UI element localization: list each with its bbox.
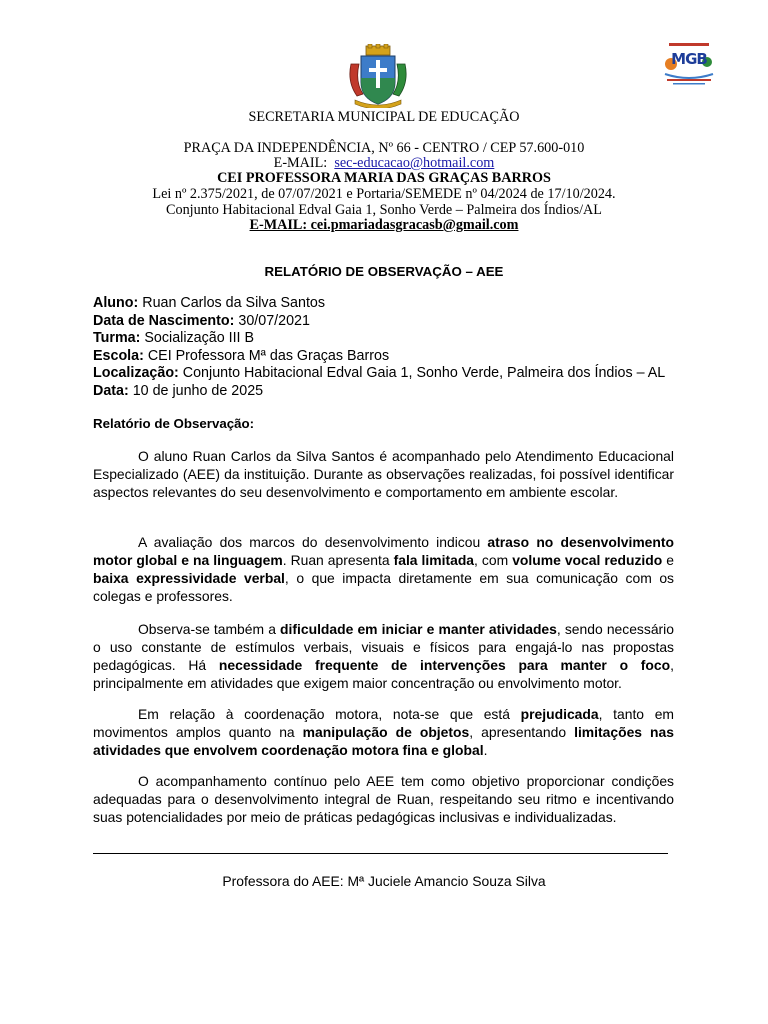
section-title: Relatório de Observação: xyxy=(93,416,255,431)
header-school-address: Conjunto Habitacional Edval Gaia 1, Sonho Verde – Palmeira dos Índios/AL xyxy=(166,202,602,218)
header-school-name: CEI PROFESSORA MARIA DAS GRAÇAS BARROS xyxy=(217,170,551,186)
paragraph-text-run: e xyxy=(662,552,674,568)
info-value: CEI Professora Mª das Graças Barros xyxy=(143,347,390,364)
paragraph-bold-run: dificuldade em iniciar e manter atividades xyxy=(280,621,557,637)
school-logo-text: MGB xyxy=(671,50,707,68)
info-label: Escola: xyxy=(93,347,144,364)
report-title: RELATÓRIO DE OBSERVAÇÃO – AEE xyxy=(264,264,504,279)
signature-line xyxy=(93,853,668,854)
info-value: 30/07/2021 xyxy=(234,312,310,329)
header-school-email-text[interactable]: E-MAIL: cei.pmariadasgracasb@gmail.com xyxy=(249,217,519,233)
header-school-email[interactable] xyxy=(0,217,768,233)
paragraph-text-run: , com xyxy=(474,552,513,568)
report-paragraph xyxy=(93,447,674,501)
info-label: Localização: xyxy=(93,365,179,382)
header-secretaria: SECRETARIA MUNICIPAL DE EDUCAÇÃO xyxy=(248,109,520,125)
paragraph-text-run: . Ruan apresenta xyxy=(282,552,394,568)
paragraph-bold-run: limitações nas atividades que envolvem coordenação motora fina e global xyxy=(93,724,674,758)
paragraph-bold-run: fala limitada xyxy=(393,552,475,568)
report-paragraph xyxy=(93,705,674,759)
info-row-aluno xyxy=(93,295,693,313)
info-row-turma xyxy=(93,330,693,348)
paragraph-text-run: O aluno Ruan Carlos da Silva Santos é acompanhado pelo Atendimento Educacional Especializado (AEE) da instituição. Durante as observações realizadas, foi possível identificar aspectos relevantes do seu desenvolvimento e comportamento em ambiente escolar. xyxy=(93,448,674,500)
student-info xyxy=(93,295,693,401)
report-paragraph xyxy=(93,620,674,692)
info-value: Ruan Carlos da Silva Santos xyxy=(138,295,326,311)
paragraph-text-run: Em relação à coordenação motora, nota-se que está xyxy=(138,706,521,722)
header-law: Lei nº 2.375/2021, de 07/07/2021 e Portaria/SEMEDE nº 04/2024 de 17/10/2024. xyxy=(152,186,616,202)
paragraph-text-run: Observa-se também a xyxy=(138,621,281,637)
info-label: Aluno: xyxy=(93,295,139,311)
paragraph-text-run: . xyxy=(483,742,488,758)
signature-text: Professora do AEE: Mª Juciele Amancio Souza Silva xyxy=(222,873,546,889)
info-row-nascimento xyxy=(93,313,693,331)
header-email-label: E-MAIL: xyxy=(273,155,328,171)
paragraph-text-run: O acompanhamento contínuo pelo AEE tem como objetivo proporcionar condições adequadas para o desenvolvimento integral de Ruan, respeitando seu ritmo e incentivando suas potencialidades por meio de práticas pedagógicas inclusivas e individualizadas. xyxy=(93,773,674,825)
header-email-link[interactable]: sec-educacao@hotmail.com xyxy=(334,155,495,171)
paragraph-text-run: , principalmente em atividades que exigem maior concentração ou envolvimento motor. xyxy=(93,657,674,691)
paragraph-text-run: , o que impacta diretamente em sua comunicação com os colegas e professores. xyxy=(93,570,675,604)
paragraph-bold-run: necessidade frequente de intervenções para manter o foco xyxy=(218,657,671,673)
report-paragraph xyxy=(93,772,674,826)
info-label: Turma: xyxy=(93,330,141,347)
info-label: Data de Nascimento: xyxy=(93,312,235,329)
paragraph-bold-run: baixa expressividade verbal xyxy=(93,570,285,586)
paragraph-bold-run: manipulação de objetos xyxy=(302,724,470,740)
paragraph-bold-run: volume vocal reduzido xyxy=(512,552,663,568)
header-address: PRAÇA DA INDEPENDÊNCIA, Nº 66 - CENTRO / CEP 57.600-010 xyxy=(183,140,585,156)
paragraph-text-run: , sendo necessário o uso constante de estímulos verbais, visuais e físicos para engajá-lo nas propostas pedagógicas. Há xyxy=(93,621,674,673)
info-value: 10 de junho de 2025 xyxy=(128,382,264,399)
info-row-escola xyxy=(93,348,693,366)
header-email-line xyxy=(0,155,768,171)
info-row-localizacao xyxy=(93,365,693,383)
info-value: Socialização III B xyxy=(140,330,255,347)
paragraph-bold-run: atraso no desenvolvimento motor global e na linguagem xyxy=(93,534,674,568)
paragraph-text-run: A avaliação dos marcos do desenvolvimento indicou xyxy=(138,534,488,550)
report-paragraph xyxy=(93,533,674,605)
paragraph-text-run: , apresentando xyxy=(469,724,575,740)
info-row-data xyxy=(93,383,693,401)
info-label: Data: xyxy=(93,382,129,399)
paragraph-bold-run: prejudicada xyxy=(520,706,599,722)
paragraph-text-run: , tanto em movimentos amplos quanto na xyxy=(93,706,674,740)
municipal-crest-icon xyxy=(347,44,409,108)
info-value: Conjunto Habitacional Edval Gaia 1, Sonho Verde, Palmeira dos Índios – AL xyxy=(178,365,666,382)
